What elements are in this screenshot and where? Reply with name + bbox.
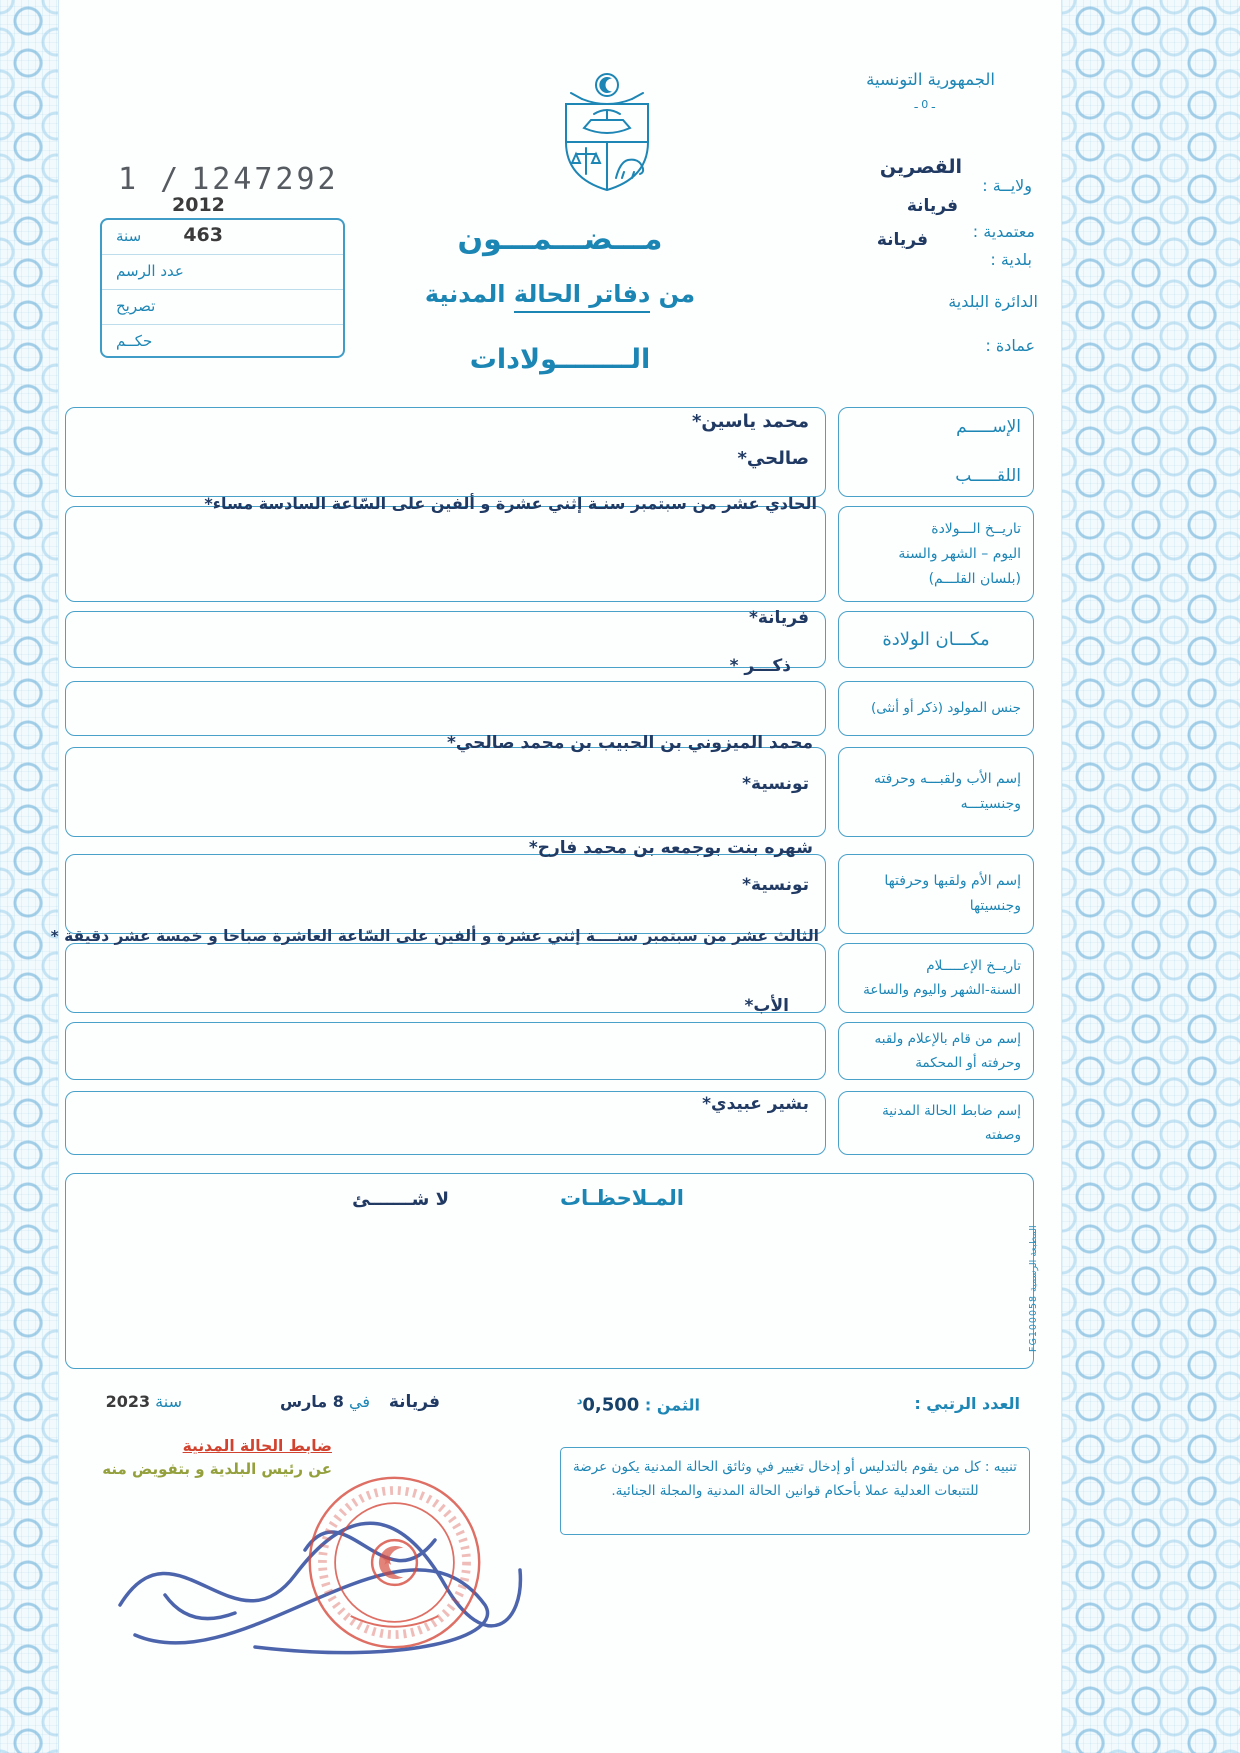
registry-act-number: 463 [183,224,223,246]
legal-warning-text: تنبيه : كل من يقوم بالتدليس أو إدخال تغيير في وثائق الحالة المدنية يكون عرضة للتتبعات العدلية عملا بأحكام قوانين الحالة المدنية والمجلة الجنائية. [573,1459,1017,1499]
mother-label-2: وجنسيتها [969,898,1021,914]
registrar-value: بشير عبيدي* [702,1094,809,1114]
declarant-label-2: وحرفته أو المحكمة [915,1055,1021,1071]
guilloche-border-right [1061,0,1240,1753]
serial-prefix: 1 / [118,162,182,197]
guilloche-border-left [0,0,59,1753]
officer-delegation-stamp: عن رئيس البلدية و بتفويض منه [102,1460,332,1478]
price-label: الثمن : [639,1395,700,1415]
issue-date-line [280,1392,370,1411]
notification-date-label [838,943,1034,1013]
observations-value: لا شـــــــئ [352,1189,449,1210]
birth-date-label-3: (بلسان القلـــم) [928,570,1021,587]
sector-label: عمادة : [985,336,1035,355]
father-label-2: وجنسيتـــه [960,796,1021,812]
doc-title-line2-underlined: دفاتر الحالة [514,280,650,313]
serial-number [118,162,349,197]
mother-info-field [65,838,826,934]
officer-title-stamp: ضابط الحالة المدنية [182,1437,332,1455]
delegation-value: فريانة [876,230,928,250]
declarant-label-1: إسم من قام بالإعلام ولقبه [874,1030,1021,1047]
registry-declaration-label: تصريح [116,297,156,315]
year-label: سنة [150,1392,182,1411]
declarant-info-field [65,996,826,1080]
father-label-1: إسم الأب ولقبـــه وحرفته [873,771,1021,787]
father-nationality-value: تونسية* [742,774,809,794]
birth-date-label-1: تاريــخ الـــولادة [931,520,1021,537]
mother-nationality-value: تونسية* [742,875,809,895]
birth-date-label-2: اليوم – الشهر والسنة [898,545,1021,562]
registry-act-label: عدد الرسم [116,262,184,280]
birth-date-label [838,506,1034,602]
issue-year-value: 2023 [105,1392,151,1411]
name-label: الإســـــم [956,417,1021,437]
doc-title-line2-pre: من [650,280,696,308]
observations-box [65,1173,1034,1369]
birth-place-label [838,611,1034,668]
notification-date-field [50,927,826,1013]
price-currency: د [576,1394,583,1407]
municipality-label: بلدية : [990,250,1032,269]
ordinal-number-label: العدد الرتبي : [914,1394,1020,1413]
printer-code: المطبعة الرسمية FG100058 [1028,1225,1039,1352]
serial-digits: 1247292 [191,162,339,197]
issue-year-line [106,1392,182,1411]
declarant-info-label [838,1022,1034,1080]
birth-place-value: فريانة* [748,608,809,628]
municipal-round-seal [302,1470,487,1655]
newborn-sex-field [65,656,826,736]
registrar-label-1: إسم ضابط الحالة المدنية [882,1102,1021,1119]
delegation-label: معتمدية : [972,222,1035,241]
issue-place: فريانة [388,1392,440,1412]
registry-judgment-label: حكــم [116,332,153,350]
father-info-field [65,733,826,837]
legal-warning-box [560,1447,1030,1535]
birth-place-label-text: مكـــان الولادة [882,629,990,650]
wilaya-label: ولايــة : [982,176,1032,195]
district-label: الدائرة البلدية [948,292,1038,311]
newborn-sex-label-text: جنس المولود (ذكر أو أنثى) [870,700,1021,717]
doc-title-word: مـــضـــمـــون [457,222,663,257]
birth-place-field [65,608,826,668]
price-line [577,1394,700,1415]
observations-title: المـلاحظـات [559,1186,684,1210]
surname-label: اللقـــــب [955,465,1021,486]
wilaya-value: القصرين [879,156,962,178]
newborn-sex-label [838,681,1034,736]
name-surname-field [65,407,826,497]
wilaya-subvalue: فريانة [906,196,958,216]
father-info-label [838,747,1034,837]
notification-label-2: السنة-الشهر واليوم والساعة [863,982,1021,998]
republic-title: الجمهورية التونسية [866,70,995,89]
issue-date-value: 8 مارس [280,1392,344,1411]
mother-name-value: شهره بنت بوجمعه بن محمد فارح* [528,838,813,858]
registrar-info-field [65,1091,826,1155]
birth-date-value: الحادي عشر من سبتمبر سنـة إثني عشرة و ألفين على السّاعة السادسة مساء* [204,494,817,513]
birth-date-field [65,494,826,602]
registry-year-label: سنة [116,227,142,245]
newborn-sex-value: ذكـــر * [729,656,791,676]
notification-date-value: الثالث عشر من سبتمبر سنــــة إثني عشرة و ألفين على السّاعة العاشرة صباحا و خمسة عشر دقيقة * [50,927,819,945]
registrar-info-label [838,1091,1034,1155]
date-in-label: في [343,1392,370,1411]
name-surname-label [838,407,1034,497]
given-name-value: محمد ياسين* [691,411,809,432]
tunisia-coat-of-arms-emblem [552,70,662,195]
mother-info-label [838,854,1034,934]
serial-year: 2012 [172,194,225,216]
surname-value: صالحي* [737,448,809,469]
notification-label-1: تاريــخ الإعـــــلام [926,957,1021,974]
registrar-label-2: وصفته [984,1127,1021,1143]
declarant-value: الأب* [744,996,789,1016]
price-value: 0,500 [582,1394,640,1416]
republic-divider-mark: ـ 0 ـ [914,98,935,111]
doc-title-line2-post: المدنية [424,280,514,308]
doc-title-line2 [250,280,870,308]
father-name-value: محمد الميزوني بن الحبيب بن محمد صالحي* [446,733,813,753]
doc-title-births: الــــــــولادات [469,344,651,375]
mother-label-1: إسم الأم ولقبها وحرفتها [884,873,1021,889]
